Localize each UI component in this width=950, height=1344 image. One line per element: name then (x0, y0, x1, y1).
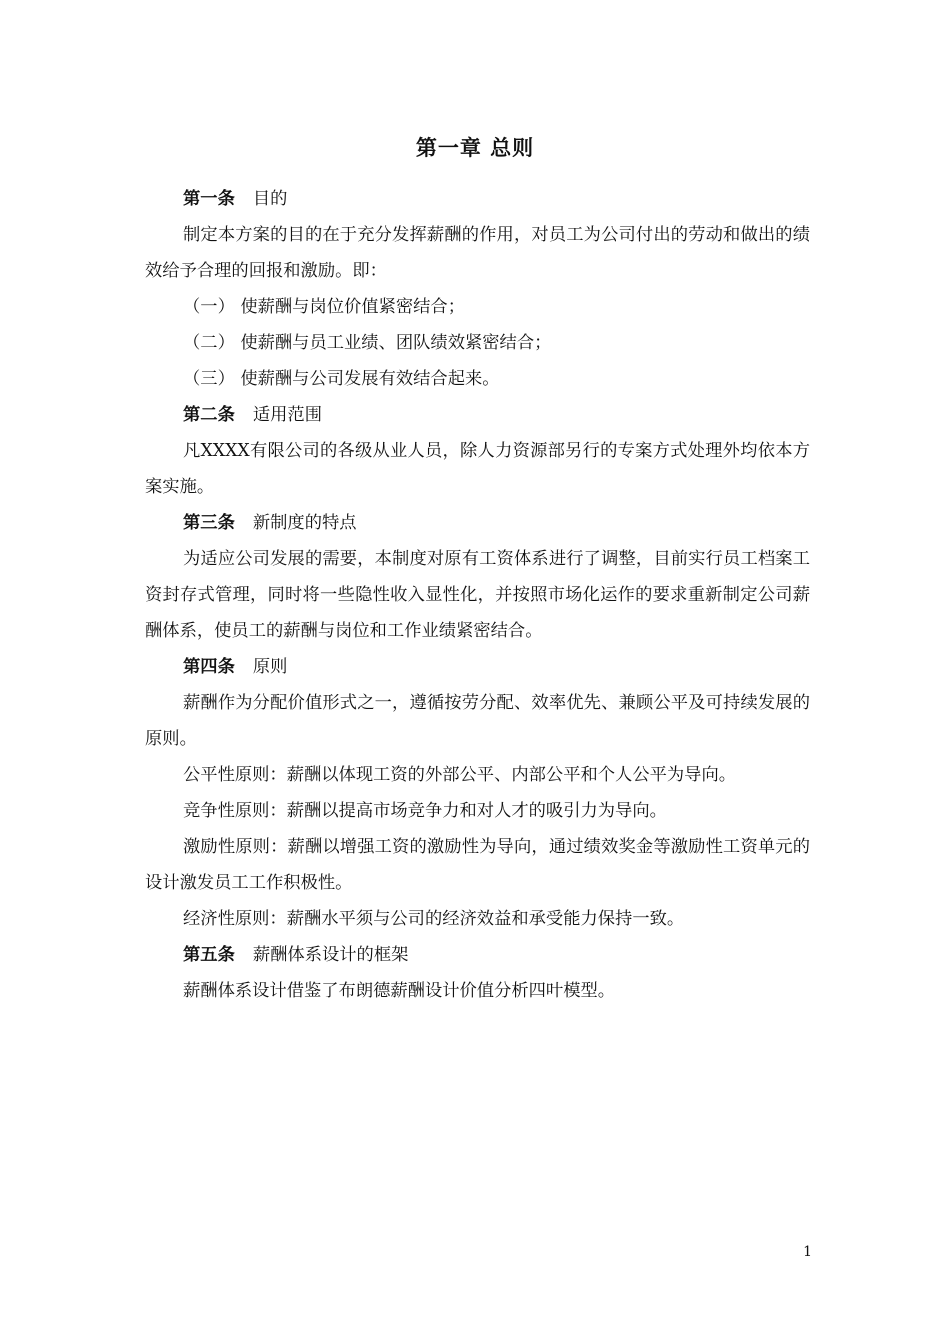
article-3-text: 为适应公司发展的需要，本制度对原有工资体系进行了调整，目前实行员工档案工资封存式管理，同时将一些隐性收入显性化，并按照市场化运作的要求重新制定公司薪酬体系，使员工的薪酬与岗位和工作业绩紧密结合。 (145, 549, 810, 641)
document-body (145, 181, 810, 1009)
principle-economy: 经济性原则：薪酬水平须与公司的经济效益和承受能力保持一致。 (183, 909, 685, 929)
article-1-heading (145, 181, 810, 217)
article-4-number: 第四条 (183, 657, 235, 677)
principle-fairness: 公平性原则：薪酬以体现工资的外部公平、内部公平和个人公平为导向。 (183, 765, 737, 785)
article-3-number: 第三条 (183, 513, 235, 533)
article-1-title: 目的 (252, 189, 288, 209)
article-4-heading (145, 649, 810, 685)
article-1-item: （一） 使薪酬与岗位价值紧密结合； (183, 297, 465, 317)
page-number: 1 (803, 1244, 812, 1260)
article-4-title: 原则 (252, 657, 288, 677)
article-5-title: 薪酬体系设计的框架 (252, 945, 409, 965)
article-3-heading (145, 505, 810, 541)
article-5-heading (145, 937, 810, 973)
article-5-text: 薪酬体系设计借鉴了布朗德薪酬设计价值分析四叶模型。 (183, 981, 616, 1001)
principle-incentive: 激励性原则：薪酬以增强工资的激励性为导向，通过绩效奖金等激励性工资单元的设计激发员工工作积极性。 (145, 837, 810, 893)
article-1-item: （二） 使薪酬与员工业绩、团队绩效紧密结合； (183, 333, 552, 353)
article-3-title: 新制度的特点 (252, 513, 357, 533)
article-2-heading (145, 397, 810, 433)
article-1-text: 制定本方案的目的在于充分发挥薪酬的作用，对员工为公司付出的劳动和做出的绩效给予合理的回报和激励。即： (145, 225, 810, 281)
article-2-title: 适用范围 (252, 405, 322, 425)
article-4-text: 薪酬作为分配价值形式之一，遵循按劳分配、效率优先、兼顾公平及可持续发展的原则。 (145, 693, 810, 749)
article-5-number: 第五条 (183, 945, 235, 965)
chapter-title: 第一章 总则 (415, 136, 535, 160)
article-1-number: 第一条 (183, 189, 235, 209)
article-2-text: 凡XXXX有限公司的各级从业人员，除人力资源部另行的专案方式处理外均依本方案实施。 (145, 441, 810, 497)
article-1-item: （三） 使薪酬与公司发展有效结合起来。 (183, 369, 500, 389)
principle-competitiveness: 竞争性原则：薪酬以提高市场竞争力和对人才的吸引力为导向。 (183, 801, 667, 821)
article-2-number: 第二条 (183, 405, 235, 425)
